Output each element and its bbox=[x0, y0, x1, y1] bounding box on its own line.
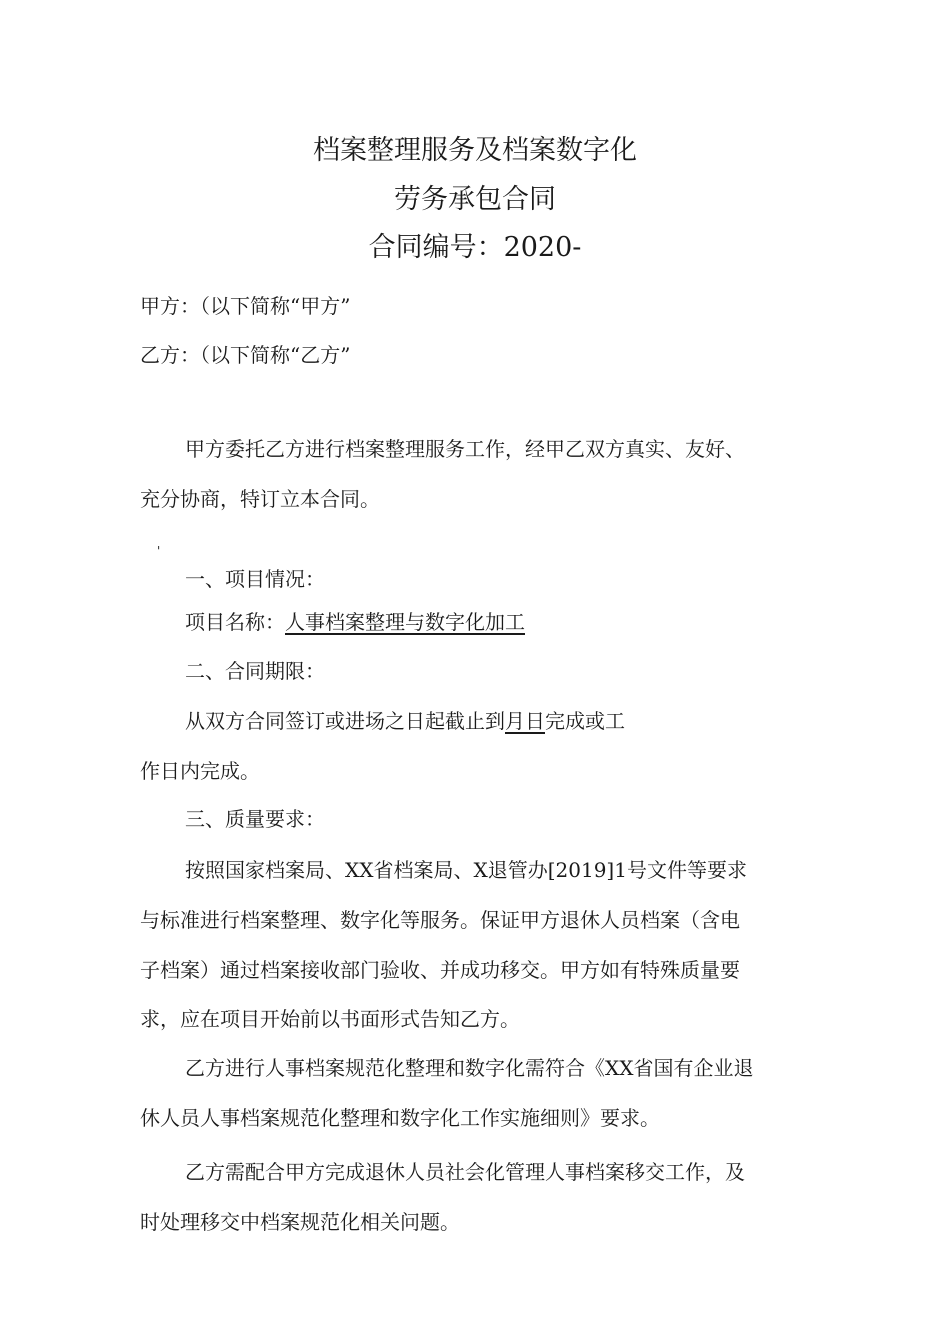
term-date-blank: 月日 bbox=[505, 709, 545, 733]
quality-p1-line-2: 与标准进行档案整理、数字化等服务。保证甲方退休人员档案（含电 bbox=[140, 908, 740, 932]
quality-p1-line-4: 求，应在项目开始前以书面形式告知乙方。 bbox=[140, 1007, 520, 1031]
intro-line-2: 充分协商，特订立本合同。 bbox=[140, 487, 380, 511]
contract-number: 合同编号：2020- bbox=[368, 232, 582, 263]
term-text-start: 从双方合同签订或进场之日起截止到 bbox=[185, 709, 505, 733]
quality-p2-line-1: 乙方进行人事档案规范化整理和数字化需符合《XX省国有企业退 bbox=[185, 1056, 754, 1080]
party-a-line: 甲方：（以下简称“甲方” bbox=[140, 294, 351, 318]
project-name-label: 项目名称： bbox=[185, 610, 285, 634]
section-3-heading: 三、质量要求： bbox=[185, 807, 325, 831]
project-name-line bbox=[185, 607, 525, 637]
section-1-heading: 一、项目情况： bbox=[185, 567, 325, 591]
quality-p3-line-2: 时处理移交中档案规范化相关问题。 bbox=[140, 1210, 460, 1234]
party-b-line: 乙方：（以下简称“乙方” bbox=[140, 343, 351, 367]
term-line-2: 作日内完成。 bbox=[140, 759, 260, 783]
project-name-value: 人事档案整理与数字化加工 bbox=[285, 610, 525, 634]
section-2-heading: 二、合同期限： bbox=[185, 659, 325, 683]
stray-mark: ' bbox=[157, 544, 161, 558]
document-title-line-2: 劳务承包合同 bbox=[394, 184, 556, 215]
term-line-1 bbox=[185, 706, 625, 736]
quality-p2-line-2: 休人员人事档案规范化整理和数字化工作实施细则》要求。 bbox=[140, 1106, 660, 1130]
term-text-end: 完成或工 bbox=[545, 709, 625, 733]
quality-p3-line-1: 乙方需配合甲方完成退休人员社会化管理人事档案移交工作，及 bbox=[185, 1160, 745, 1184]
quality-p1-line-1: 按照国家档案局、XX省档案局、X退管办[2019]1号文件等要求 bbox=[185, 858, 747, 882]
document-title-line-1: 档案整理服务及档案数字化 bbox=[313, 135, 637, 166]
quality-p1-line-3: 子档案）通过档案接收部门验收、并成功移交。甲方如有特殊质量要 bbox=[140, 958, 740, 982]
intro-line-1: 甲方委托乙方进行档案整理服务工作，经甲乙双方真实、友好、 bbox=[185, 437, 745, 461]
